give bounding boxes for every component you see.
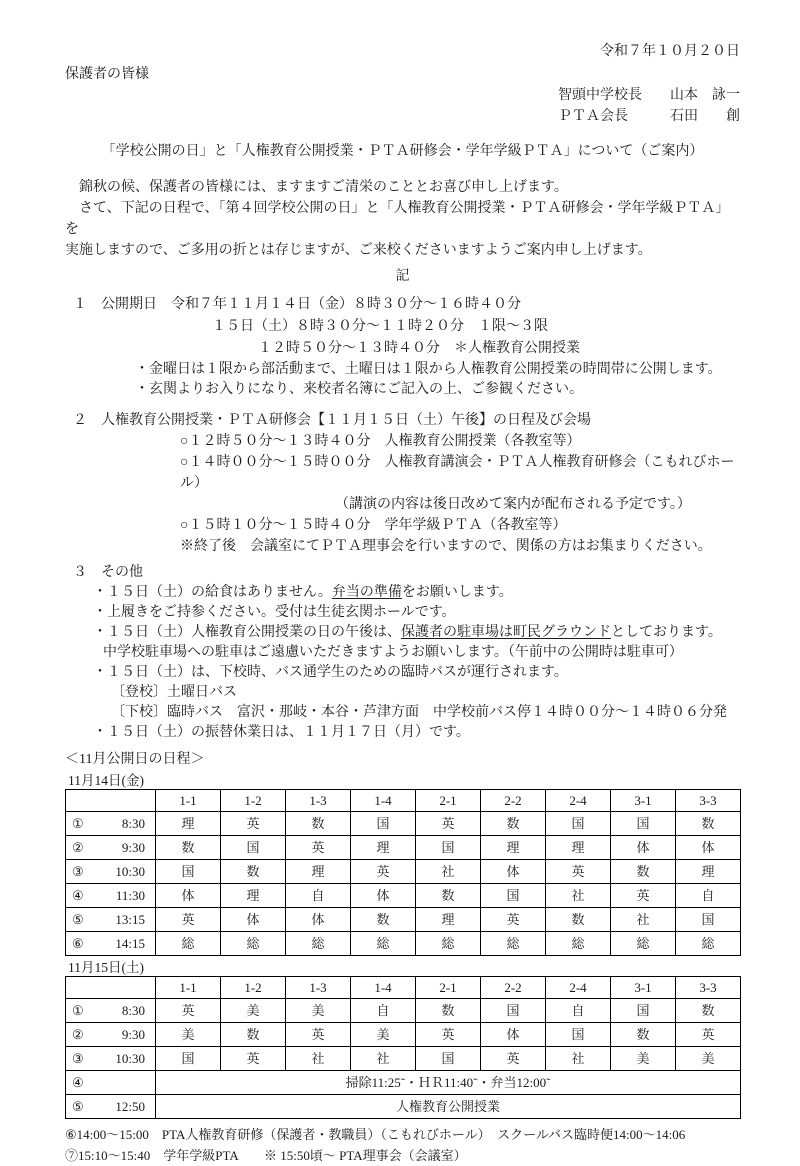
subject-cell: 社 [286, 1047, 351, 1071]
schedule-footnote-class-pta: ⑦15:10～15:40 学年学級PTA ※ 15:50頃～ PTA理事会（会議室） [65, 1148, 467, 1163]
subject-cell: 理 [351, 836, 416, 860]
period-time: 13:15 [115, 912, 145, 927]
subject-cell: 数 [546, 908, 611, 932]
subject-cell: 総 [416, 932, 481, 956]
period-time: 10:30 [115, 864, 145, 879]
period-label-cell [66, 1023, 156, 1047]
period-number: ③ [72, 864, 84, 879]
class-column-header: 1-3 [286, 977, 351, 999]
class-column-header: 1-1 [156, 977, 221, 999]
schedule-row [66, 860, 741, 884]
section-1-note-1: ・金曜日は１限から部活動まで、土曜日は１限から人権教育公開授業の時間帯に公開します。 [135, 362, 722, 377]
subject-cell: 国 [416, 1047, 481, 1071]
period-label-cell [66, 1071, 156, 1095]
period-label-cell [66, 812, 156, 836]
class-column-header: 2-1 [416, 977, 481, 999]
period-number: ④ [72, 888, 84, 903]
class-column-header: 1-4 [351, 790, 416, 812]
section-2-item-lecture: ○１４時００分～１５時００分 人権教育講演会・ＰＴＡ人権教育研修会（こもれびホール） [180, 455, 735, 491]
section-1-afternoon-hours: １２時５０分～１３時４０分 ＊人権教育公開授業 [258, 341, 580, 356]
subject-cell: 英 [546, 860, 611, 884]
subject-cell: 体 [481, 860, 546, 884]
subject-cell: 理 [416, 908, 481, 932]
period-number: ③ [72, 1051, 84, 1066]
period-label-cell [66, 1095, 156, 1119]
subject-cell: 自 [546, 999, 611, 1023]
subject-cell: 美 [156, 1023, 221, 1047]
subject-cell: 数 [416, 999, 481, 1023]
section-3-holiday-note: ・１５日（土）の振替休業日は、１１月１７日（月）です。 [93, 725, 470, 740]
subject-cell: 数 [676, 812, 741, 836]
subject-cell: 美 [286, 999, 351, 1023]
period-label-cell [66, 908, 156, 932]
subject-cell: 英 [286, 836, 351, 860]
subject-cell: 数 [676, 999, 741, 1023]
section-2-heading: ２ 人権教育公開授業・ＰＴＡ研修会【１１月１５日（土）午後】の日程及び会場 [73, 413, 591, 428]
subject-cell: 美 [221, 999, 286, 1023]
period-number: ⑤ [72, 912, 84, 927]
subject-cell: 数 [416, 884, 481, 908]
subject-cell: 理 [546, 836, 611, 860]
subject-cell: 英 [481, 908, 546, 932]
subject-cell: 国 [676, 908, 741, 932]
subject-cell: 体 [611, 836, 676, 860]
subject-cell: 数 [351, 908, 416, 932]
section-2-lecture-note: （講演の内容は後日改めて案内が配布される予定です。） [335, 497, 691, 512]
subject-cell: 国 [156, 860, 221, 884]
class-column-header: 1-4 [351, 977, 416, 999]
class-column-header: 1-2 [221, 977, 286, 999]
section-3-slippers-note: ・上履きをご持参ください。受付は生徒玄関ホールです。 [93, 605, 456, 620]
lunch-note-pre: ・１５日（土）の給食はありません。 [93, 585, 332, 600]
class-column-header: 2-1 [416, 790, 481, 812]
subject-cell: 体 [221, 908, 286, 932]
sender-line-principal: 智頭中学校長 山本 詠一 [558, 88, 740, 103]
section-3-heading: ３ その他 [73, 565, 143, 580]
greeting-line-2: さて、下記の日程で、「第４回学校公開の日」と「人権教育公開授業・ＰＴＡ研修会・学年学級ＰＴＡ」を [65, 201, 730, 237]
subject-cell: 美 [351, 1023, 416, 1047]
subject-cell: 社 [546, 1047, 611, 1071]
subject-cell: 数 [221, 1023, 286, 1047]
subject-cell: 国 [546, 1023, 611, 1047]
subject-cell: 総 [676, 932, 741, 956]
period-number: ⑤ [72, 1099, 84, 1114]
subject-cell: 社 [416, 860, 481, 884]
schedule-row [66, 884, 741, 908]
period-span-cell: 人権教育公開授業 [156, 1095, 741, 1119]
period-number: ② [72, 840, 84, 855]
section-3-bus-note: ・１５日（土）は、下校時、バス通学生のための臨時バスが運行されます。 [93, 665, 568, 680]
class-column-header: 3-3 [676, 790, 741, 812]
recipient-line: 保護者の皆様 [65, 67, 149, 82]
ki-marker: 記 [395, 269, 410, 284]
schedule-header-row [66, 977, 741, 999]
schedule-footnote-pta-training: ⑥14:00～15:00 PTA人権教育研修（保護者・教職員）（こもれびホール） スクールバス臨時便14:00～14:06 [65, 1127, 686, 1142]
lunch-note-underlined: 弁当の準備 [331, 585, 402, 600]
subject-cell: 英 [416, 812, 481, 836]
greeting-line-3: 実施しますので、ご多用の折とは存じますが、ご来校くださいますようご案内申し上げます。 [65, 243, 652, 258]
schedule-row [66, 908, 741, 932]
period-number: ① [72, 816, 84, 831]
subject-cell: 体 [676, 836, 741, 860]
class-column-header: 2-2 [481, 977, 546, 999]
subject-cell: 体 [156, 884, 221, 908]
schedule-row [66, 1095, 741, 1119]
subject-cell: 総 [611, 932, 676, 956]
subject-cell: 理 [676, 860, 741, 884]
subject-cell: 国 [351, 812, 416, 836]
schedule-day1-label: 11月14日(金) [68, 773, 144, 788]
greeting-line-1: 錦秋の候、保護者の皆様には、ますますご清栄のこととお喜び申し上げます。 [65, 180, 568, 195]
schedule-row [66, 1047, 741, 1071]
period-number: ⑥ [72, 936, 84, 951]
section-3-parking-note [65, 623, 740, 643]
subject-cell: 英 [156, 999, 221, 1023]
class-column-header: 2-2 [481, 790, 546, 812]
subject-cell: 総 [156, 932, 221, 956]
sender-line-pta-president: ＰＴＡ会長 石田 創 [558, 109, 740, 124]
subject-cell: 自 [676, 884, 741, 908]
subject-cell: 自 [286, 884, 351, 908]
subject-cell: 英 [156, 908, 221, 932]
subject-cell: 英 [611, 884, 676, 908]
class-column-header: 3-1 [611, 977, 676, 999]
period-label-cell [66, 1047, 156, 1071]
parking-note-pre: ・１５日（土）人権教育公開授業の日の午後は、 [93, 625, 401, 640]
subject-cell: 国 [611, 812, 676, 836]
subject-cell: 数 [156, 836, 221, 860]
subject-cell: 総 [481, 932, 546, 956]
subject-cell: 英 [221, 812, 286, 836]
subject-cell: 国 [546, 812, 611, 836]
schedule-table-nov15 [65, 976, 741, 1119]
subject-cell: 英 [286, 1023, 351, 1047]
period-number: ② [72, 1027, 84, 1042]
section-1-heading: １ 公開期日 令和７年１１月１４日（金）８時３０分～１６時４０分 [73, 297, 521, 312]
subject-cell: 理 [156, 812, 221, 836]
date-line: 令和７年１０月２０日 [600, 44, 740, 59]
subject-cell: 体 [351, 884, 416, 908]
subject-cell: 自 [351, 999, 416, 1023]
header-blank-cell [66, 977, 156, 999]
parking-note-post: としております。 [611, 625, 722, 640]
subject-cell: 国 [481, 884, 546, 908]
subject-cell: 英 [221, 1047, 286, 1071]
class-column-header: 2-4 [546, 977, 611, 999]
schedule-row [66, 932, 741, 956]
period-number: ① [72, 1003, 84, 1018]
subject-cell: 美 [611, 1047, 676, 1071]
period-time: 8:30 [121, 1003, 145, 1018]
subject-cell: 数 [286, 812, 351, 836]
section-1-saturday-hours: １５日（土）８時３０分～１１時２０分 １限～３限 [212, 319, 548, 334]
section-3-lunch-note [65, 583, 740, 603]
period-label-cell [66, 932, 156, 956]
period-time: 14:15 [115, 936, 145, 951]
period-time: 12:50 [115, 1099, 145, 1114]
period-label-cell [66, 836, 156, 860]
period-label-cell [66, 860, 156, 884]
schedule-row [66, 812, 741, 836]
class-column-header: 1-3 [286, 790, 351, 812]
period-time: 11:30 [115, 888, 145, 903]
subject-cell: 理 [221, 884, 286, 908]
schedule-heading: ＜11月公開日の日程＞ [65, 752, 205, 767]
section-3-bus-to-school: 〔登校〕土曜日バス [111, 685, 237, 700]
subject-cell: 国 [416, 836, 481, 860]
period-time: 9:30 [121, 840, 145, 855]
subject-cell: 国 [481, 999, 546, 1023]
schedule-day2-label: 11月15日(土) [68, 960, 144, 975]
document-title: 「学校公開の日」と「人権教育公開授業・ＰＴＡ研修会・学年学級ＰＴＡ」について（ご案内） [101, 144, 704, 159]
subject-cell: 総 [286, 932, 351, 956]
schedule-row [66, 1071, 741, 1095]
subject-cell: 英 [416, 1023, 481, 1047]
subject-cell: 総 [351, 932, 416, 956]
parking-note-underlined: 保護者の駐車場は町民グラウンド [401, 625, 611, 640]
subject-cell: 理 [286, 860, 351, 884]
schedule-header-row [66, 790, 741, 812]
schedule-row [66, 836, 741, 860]
section-1-note-2: ・玄関よりお入りになり、来校者名簿にご記入の上、ご参観ください。 [135, 382, 583, 397]
subject-cell: 体 [286, 908, 351, 932]
subject-cell: 社 [611, 908, 676, 932]
period-time: 8:30 [121, 816, 145, 831]
schedule-row [66, 999, 741, 1023]
class-column-header: 3-1 [611, 790, 676, 812]
period-time: 10:30 [115, 1051, 145, 1066]
class-column-header: 1-1 [156, 790, 221, 812]
section-3-parking-note-2: 中学校駐車場への駐車はご遠慮いただきますようお願いします。（午前中の公開時は駐車可） [103, 645, 683, 660]
subject-cell: 数 [221, 860, 286, 884]
class-column-header: 1-2 [221, 790, 286, 812]
subject-cell: 社 [546, 884, 611, 908]
schedule-table-nov14 [65, 789, 741, 956]
subject-cell: 体 [481, 1023, 546, 1047]
subject-cell: 国 [611, 999, 676, 1023]
subject-cell: 英 [351, 860, 416, 884]
class-column-header: 3-3 [676, 977, 741, 999]
subject-cell: 英 [481, 1047, 546, 1071]
subject-cell: 総 [221, 932, 286, 956]
subject-cell: 国 [221, 836, 286, 860]
subject-cell: 数 [481, 812, 546, 836]
subject-cell: 数 [611, 860, 676, 884]
period-label-cell [66, 884, 156, 908]
lunch-note-post: をお願いします。 [401, 585, 513, 600]
subject-cell: 美 [676, 1047, 741, 1071]
schedule-row [66, 1023, 741, 1047]
subject-cell: 社 [351, 1047, 416, 1071]
subject-cell: 理 [481, 836, 546, 860]
section-2-board-note: ※終了後 会議室にてＰＴＡ理事会を行いますので、関係の方はお集まりください。 [180, 539, 712, 554]
section-3-bus-from-school: 〔下校〕臨時バス 富沢・那岐・本谷・芦津方面 中学校前バス停１４時００分～１４時０６分発 [111, 705, 727, 720]
period-time: 9:30 [121, 1027, 145, 1042]
subject-cell: 数 [611, 1023, 676, 1047]
section-2-item-class-pta: ○１５時１０分～１５時４０分 学年学級ＰＴＡ（各教室等） [180, 518, 567, 533]
subject-cell: 総 [546, 932, 611, 956]
subject-cell: 国 [156, 1047, 221, 1071]
subject-cell: 英 [676, 1023, 741, 1047]
period-span-cell: 掃除11:25˜・ＨＲ11:40˜・弁当12:00˜ [156, 1071, 741, 1095]
period-label-cell [66, 999, 156, 1023]
class-column-header: 2-4 [546, 790, 611, 812]
header-blank-cell [66, 790, 156, 812]
period-number: ④ [72, 1075, 84, 1090]
section-2-item-open-class: ○１２時５０分～１３時４０分 人権教育公開授業（各教室等） [180, 434, 581, 449]
